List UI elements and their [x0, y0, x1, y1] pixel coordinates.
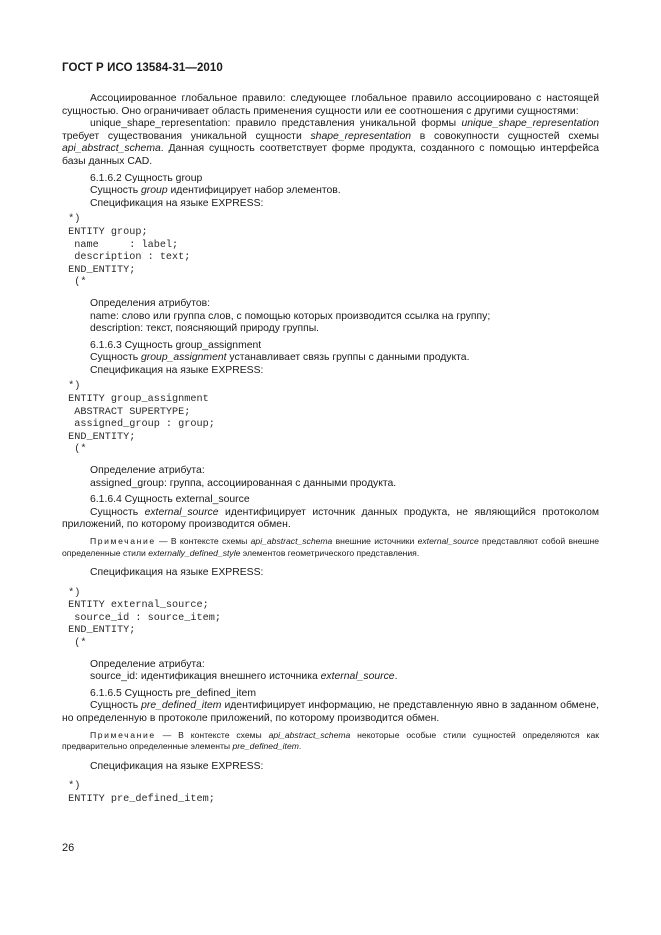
page-number: 26 — [62, 842, 75, 854]
express-code-external-source: *) ENTITY external_source; source_id : source_item; END_ENTITY; (* — [68, 587, 221, 649]
note-external-source: Примечание — В контексте схемы api_abstract_schema внешние источники external_source представляют собой внешне определенные стили externally_defined_style элементов геометрического представления. — [62, 536, 599, 558]
express-code-group: *) ENTITY group; name : label; description : text; END_ENTITY; (* — [68, 214, 191, 289]
spec-label-group: Спецификация на языке EXPRESS: — [90, 197, 264, 209]
note-pre-defined-item: Примечание — В контексте схемы api_abstract_schema некоторые особые стили сущностей определяются как предварительно определенные элементы pre_defined_item. — [62, 729, 599, 752]
section-desc-pre-defined-item: Сущность pre_defined_item идентифицирует информацию, не представленную явно в заданном обмене, но определенную в протоколе приложений, по которому производится обмен. — [62, 700, 599, 724]
attr-name: name: слово или группа слов, с помощью которых производится ссылка на группу; — [90, 310, 491, 322]
page-body — [62, 93, 599, 806]
attr-title-external-source: Определение атрибута: — [90, 658, 205, 670]
spec-label-pre-defined-item: Спецификация на языке EXPRESS: — [90, 760, 264, 772]
section-heading-group-assignment: 6.1.6.3 Сущность group_assignment — [90, 339, 262, 351]
section-heading-pre-defined-item: 6.1.6.5 Сущность pre_defined_item — [90, 687, 256, 699]
attr-assigned-group: assigned_group: группа, ассоциированная с данными продукта. — [90, 477, 397, 489]
attr-source-id: source_id: идентификация внешнего источника external_source. — [90, 671, 398, 683]
spec-label-external-source: Спецификация на языке EXPRESS: — [90, 567, 264, 578]
unique-shape-rule-paragraph: unique_shape_representation: правило представления уникальной формы unique_shape_representation требует существования уникальной сущности shape_representation в совокупности сущностей схемы api_abstract_schema. Данная сущность соответствует форме продукта, созданного с помощью интерфейса базы данных CAD. — [62, 118, 599, 167]
attr-title-group-assignment: Определение атрибута: — [90, 465, 205, 477]
express-code-pre-defined-item: *) ENTITY pre_defined_item; — [68, 781, 215, 805]
section-heading-external-source: 6.1.6.4 Сущность external_source — [90, 494, 250, 506]
section-desc-group-assignment: Сущность group_assignment устанавливает связь группы с данными продукта. — [90, 352, 470, 364]
page-header: ГОСТ Р ИСО 13584-31—2010 — [62, 62, 223, 74]
section-desc-external-source: Сущность external_source идентифицирует источник данных продукта, не являющийся протоколом приложений, по которому производится обмен. — [62, 506, 599, 531]
attr-description: description: текст, поясняющий природу группы. — [90, 323, 320, 335]
section-desc-group: Сущность group идентифицирует набор элементов. — [90, 185, 341, 197]
express-code-group-assignment: *) ENTITY group_assignment ABSTRACT SUPERTYPE; assigned_group : group; END_ENTITY; (* — [68, 381, 215, 456]
global-rule-paragraph: Ассоциированное глобальное правило: следующее глобальное правило ассоциировано с настоящей сущностью. Оно ограничивает область применения сущности или ее соотношения с другими сущностями: — [62, 93, 599, 117]
attr-title-group: Определения атрибутов: — [90, 297, 211, 309]
spec-label-group-assignment: Спецификация на языке EXPRESS: — [90, 364, 264, 376]
section-heading-group: 6.1.6.2 Сущность group — [90, 172, 203, 184]
